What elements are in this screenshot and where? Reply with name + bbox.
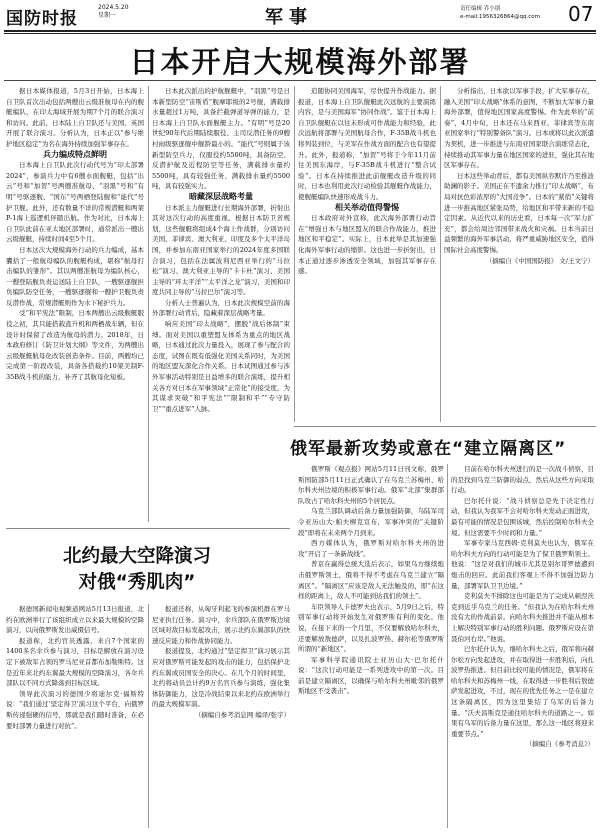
article3-byline: （摘编自参考消息网 编译/张宇）	[194, 710, 290, 719]
date-text: 2024.5.20	[98, 4, 129, 11]
article2-paragraph: 克利莫夫不排除这也可能是为了完成从顿涅茨克到近乎乌克兰的任务。“但我认为在哈尔科夫州没有大的作战前景。向哈尔科夫推进并不能从根本上解决特别军事行动的胜利问题。俄罗斯应设在第聂伯河右岸。”他说。	[451, 592, 594, 643]
column-divider	[294, 86, 295, 422]
article3-column-1	[6, 604, 144, 828]
column-divider	[148, 604, 149, 828]
article1-column-1	[6, 86, 144, 522]
article2-column-2	[451, 464, 594, 828]
article3-headline-line-2: 对俄“秀肌肉”	[78, 572, 196, 593]
weekday-text: 星期一	[98, 12, 117, 19]
column-divider	[148, 86, 149, 522]
article3-paragraph: 报道称，北约官员透露，来自7个国家的1400多名伞兵参与演习，目标是解放在演习设定下被敌军占领的罗马尼亚首都布加勒斯特。这是近年来北约东翼最大规模的空降演习，各伞兵部队以不同方式降落到目标区域。	[6, 636, 144, 688]
article1-paragraph: 日本此次派出的护航舰艇中，“羽黑”号是日本新型防空“宙斯盾”舰摩耶级的2号舰，满载排水量超过1万吨，具备拦截弹道导弹的能力，是日本海上自卫队水面舰艇主力。“有明”号是20世纪90年代后期陆续服役、主司反潜任务的9艘村雨级驱逐舰中舰龄最小的。“能代”号则属于该新型防空兵力，仅服役约5500吨，具备防空、反潜护航及近程防空等任务，满载排水量约5500吨，具有较强任务，满载排水量约5500吨，具有较强实力。	[152, 87, 290, 191]
article2-byline: （摘编自《参考消息》）	[525, 740, 594, 749]
column-divider	[440, 86, 441, 422]
article2-headline: 俄军最新攻势或意在“建立隔离区”	[290, 439, 567, 459]
article1-paragraph: 日本海上自卫队此次行动代号为“印太部署2024”，参演兵力中有6艘水面舰艇，包括“出云”号和“加贺”号两艘准航母、“羽黑”号和“有明”号驱逐舰、“国东”号两栖登陆舰和“能代”号护卫舰。此外，还有数量不详的常规潜艇和两架P-1海上巡逻机伴随出航。作为对比，日本海上自卫队此前在亚太地区部署时，通常派出一艘出云级舰艇，持续时间4至5个月。	[6, 161, 144, 244]
article1-paragraph: 分析人士普遍认为，日本此次规模空前的海外部署行动背后，隐藏着深层战略考量。	[152, 298, 290, 318]
article1-paragraph: 日本政府对外宣称，此次海外部署行动旨在“增强日本与地区盟友的联合作战能力，推进地区和平稳定”。实际上，日本此举是其加速强化海外军事行动的缩影。这也进一步折射出，日本正通过逐步渗透安全领域，加强其军事存在感。	[298, 214, 436, 276]
article3-headline-line-1: 北约最大空降演习	[62, 546, 211, 567]
article2-paragraph: 军事科学院通讯院士亚历山大·巴尔托什说：“这次行动可能是一系列进攻中的第一次。目前是建立隔离区，以确保与哈尔科夫州毗邻的俄罗斯地区不受袭击”。	[298, 655, 444, 696]
article3-paragraph: 领导此次演习的德国少将迪尔克·福斯特说：“我们通过‘坚定得卫’演习这个平台，向俄罗斯传递强硬的信号，那就是我们随时准备，在必要时部署力量进行对抗”。	[6, 689, 144, 730]
article1-paragraph: 分析指出，日本欲以军事手段，扩大军事存在，融入美国“印太战略”体系的意图，不断加大军事力量海外部署，值得地区国家高度警惕。作为此举的“前奏”，4月中旬，日本还在马来西亚、菲律宾等东南亚国家举行“特别警备队”演习。日本或将以此次派遣为契机，进一步推进与东南亚国家联合演练常态化，持续推动其军事力量在地区国家的进驻，强化其在地区军事存在。	[444, 87, 594, 170]
article2-top-rule	[294, 426, 596, 427]
header-divider-thin	[4, 33, 596, 34]
column-divider	[447, 464, 448, 828]
article1-intro: 据日本媒体报道，5月3日开始，日本海上自卫队首次出动包括两艘出云级准航母在内的舰艇编队，在印太海域开展为期7个月的联合演习和访问。此前，日本陆上自卫队还与美国、英国开展了联合演习。分析认为，日本正以“参与维护地区稳定”为名在海外持续加强军事存在。	[6, 87, 144, 148]
header-divider	[4, 30, 596, 32]
article2-paragraph: 西方媒体认为，俄罗斯对哈尔科夫州的进攻“开启了一条新战线”。	[298, 539, 444, 558]
editor-name: 责任编辑 乔小朋	[460, 6, 501, 12]
article1-column-2	[152, 86, 290, 522]
article1-subhead-3: 相关举动值得警惕	[335, 202, 399, 212]
article1-paragraph: 日本派主力舰艇进行长期海外部署，折射出其对这次行动的高度重视。根据日本防卫省规划，这些舰艇将组成4个海上作战群，分别访问美国、菲律宾、澳大利亚、印度及多个太平洋岛国，并参加东南亚国家举行的2024年度多国联合演习，包括在法属波利尼西亚举行的“马拉松”演习、澳大利亚主导的“卡卡杜”演习、美国主导的“环太平洋”“太平洋之龙”演习，美国和印度共同主导的“马拉巴尔”演习等。	[152, 203, 290, 297]
article2-paragraph: 乌克兰部队调动后备力量加强防御，乌陆军司令亚历山大·帕夫柳克宣布，军事冲突的“关键阶段”即将在未来两个月到来。	[298, 507, 444, 537]
article3-paragraph: 据德国新闻电视频道网站5月13日报道，北约在欧洲举行了该组织成立以来最大规模的空降演习，以向俄罗斯发出威慑信号。	[6, 605, 144, 635]
article1-subhead-2: 暗藏深层战略考量	[189, 191, 253, 201]
article1-paragraph: 追随协同美国海军，尽快提升作战能力。据报道，日本海上自卫队舰艇此次远航的主要演练内容，是与美国海军“协同作战”。鉴于日本海上自卫队舰艇在以往未形成可作战能力和经验，此次远航将部署与美国航母合作，F-35B战斗机也将列装到位，与美军在作战方面的配合也有望提升。此外，报道称，“加贺”号将于今年11月前往美国东海岸，与F-35B战斗机进行“整合试验”。日本在持续推进此前舰艇改造升级的同时，日本也利用此次行动检验其舰艇作战能力，使舰艇编队快速形成战斗力。	[298, 87, 436, 201]
article3-paragraph: 报道还称，从匈牙利起飞的参演机群在罗马尼亚执行任务。演习中，伞兵部队在俄罗斯边境区域对敌目标发起攻击，展示北约东翼部队的快速反应能力和作战协同能力。	[152, 605, 290, 645]
masthead: 国防时报	[6, 9, 78, 29]
article3-top-rule	[6, 528, 290, 529]
issue-date	[98, 4, 129, 20]
article2-paragraph: 俄罗斯《观点报》网站5月11日刊文称，俄罗斯国防部5月11日正式确认了在乌克兰苏梅州、哈尔科夫州边境的积极军事行动。俄军“北部”集群部队攻占了哈尔科夫州的5个居民点。	[298, 465, 444, 505]
article2-paragraph: 军事专家马克西姆·克利莫夫也认为，俄军在哈尔科夫方向的行动可能是为了保卫俄罗斯领土。他说：“这是对我们的城市尤其是别尔哥罗德遭到炮击的回应。此前我们客观上不得不加强边防力量，部署军队卫卫边境。”	[451, 539, 594, 590]
article1-byline: （摘编自《中国国防报》 文/王文宁）	[485, 256, 594, 265]
article3-headline	[52, 544, 222, 596]
article2-paragraph: 普京在赢得总统大选后表示，如果乌方继续炮击俄罗斯领土，俄将不得不考虑在乌克兰建立“隔离区”。“隔离区”应该是敌人无法触及的，即“在这样的距离上，敌人不可能到达我们的领土”。	[298, 560, 444, 601]
article2-column-1	[298, 464, 444, 828]
section-title: 军事	[265, 7, 313, 28]
article1-column-4	[444, 86, 594, 422]
article2-paragraph: 巴尔托什说：“战斗侦察总是先于决定性行动，但我认为我军不会对哈尔科夫发动正面进攻，最有可能的情况是包围该城，然后控制哈尔科夫全境。但这需要不少时间和力量。”	[451, 496, 594, 537]
headline-divider	[4, 80, 596, 81]
article2-paragraph: 目前在哈尔科夫州进行的是一次战斗侦察，目的是找到乌克兰防御的弱点，然后从这些方向采取行动。	[451, 465, 594, 495]
article1-paragraph: 日本这些举动背后，都有美国纵容默许乃至推波助澜的影子。美国正在不遗余力推行“印太战略”，布局对抗色彩浓厚的“大国竞争”。日本的“紧俏”关键将进一步推高地区紧张局势，给地区和平带来新的不稳定因素。从近代以来的历史看，日本每一次“军力扩充”，都会给周边邻国带来战火和灾祸。日本当前日益频繁的海外军事活动，将严重威胁地区安全，值得国际社会高度警惕。	[444, 171, 594, 254]
article3-column-2	[152, 604, 290, 828]
main-headline: 日本开启大规模海外部署	[129, 45, 471, 79]
article1-paragraph: 响应美国“印太战略”，摆脱“战后体制”束缚。面对美国以重塑盟友体系为重点的地区战略，日本通过此次力量投入，展现了参与配合的态度，试图在既有低强化美国关系同时，为美国的地区盟友深化合作关系。日本试图通过参与涉外军事活动特别是日益增多的联合演练，提升相关各方对日本在军事领域“正常化”的接受度，为其谋求突破“和平宪法”“限制和平”“专守防卫”“重点进军”人脉。	[152, 320, 290, 413]
editor-info	[460, 5, 540, 21]
article3-paragraph: 报道提及，北约通过“坚定捍卫”演习展示其应对俄罗斯可能发起的攻击的能力，包括保护北约东翼成员国安全的决心。在几个月的时间里，北约将动员总计约9万名官兵参与演练，强化集体防御能力，这是冷战结束以来北约在欧洲举行的最大规模军演。	[152, 647, 290, 709]
article2-paragraph: 车臣领导人卡德罗夫也表示，5月9日之后，特别军事行动将开始发生对俄罗斯有利的变化。他说，在接下来的一个月里，不仅要解放哈尔科夫，还要解放敖德萨，以及扎波罗热、赫尔松等俄罗斯所谓的“新地区”。	[298, 602, 444, 654]
editor-email: e-mail:1956326864@qq.com	[460, 14, 540, 20]
article1-paragraph: 日本这次大规模海外行动的兵力编成，基本囊括了一般航母编队的舰艇构成，堪称“航母打击编队的雏形”。其以两艘准航母为编队核心，一艘登陆舰负责运送陆上自卫队，一艘驱逐舰担负编队防空任务，一艘驱逐舰和一艘护卫舰负责反潜作战，常规潜艇则作为水下秘护兵力。	[6, 245, 144, 307]
article1-subhead-1: 兵力编成特点鲜明	[43, 149, 107, 159]
article2-paragraph: 巴尔托什认为，继哈尔科夫之后，俄军将向赫尔松方向发起进攻，并在取得进一步胜利后，向扎波罗热推进。但目前比较可能的情况是，俄军将在哈尔科夫和苏梅州一线，在取得进一步胜利后敖德萨发起进攻，不过，现在的优先任务之一是在建立这条隔离区，因为这里集结了乌军的后备力量。“沃夫昌斯克是通往哈尔科夫的道路之一。如果有乌军的后备力量在这里，那么这一地区将迎来重要节点。”	[451, 645, 594, 738]
article1-column-3	[298, 86, 436, 422]
page-number: 07	[568, 2, 594, 26]
article1-paragraph: 受“和平宪法”限制，日本两艘出云级舰艇服役之初，其只能搭载直升机和两栖战车辆，但在设计时保留了改造为航母的潜力。2018年，日本政府修订《防卫计划大纲》等文件，为两艘出云级舰艇航母化改装创造条件。目前，两艘均已完成第一阶段改装，具备各搭载约10架美制F-35B战斗机的能力，补齐了其航母化短板。	[6, 309, 144, 382]
